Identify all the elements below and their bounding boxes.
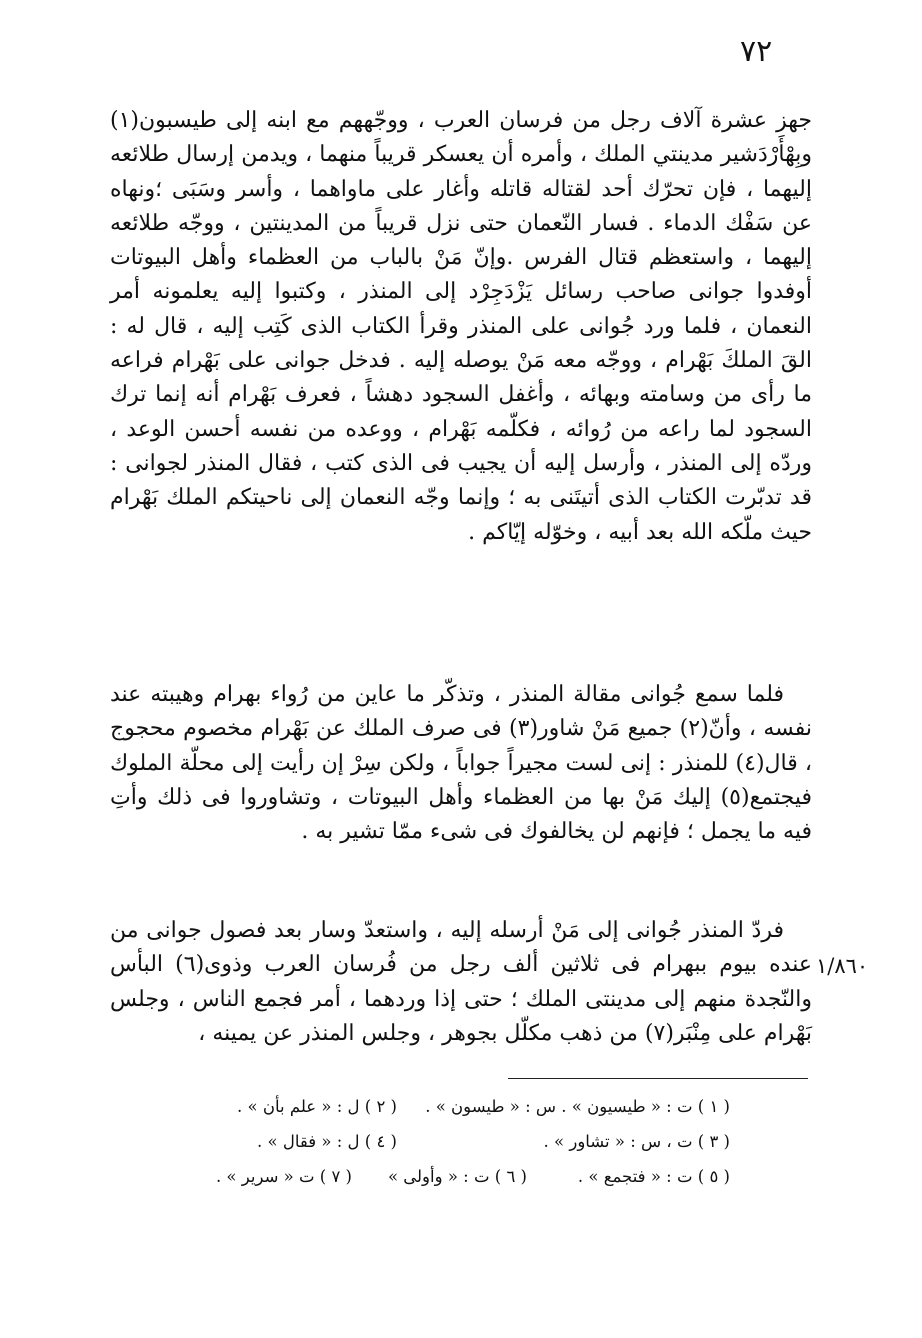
footnote-2: ( ٢ ) ل : « علم بأن » . bbox=[237, 1097, 397, 1116]
page-number: ٧٢ bbox=[740, 34, 773, 69]
paragraph-2: فلما سمع جُوانى مقالة المنذر ، وتذكّر ما عاين من رُواء بهرام وهيبته عند نفسه ، وأنّ(٢) جميع مَنْ شاور(٣) فى صرف الملك عن بَهْرام مخصوم محجوج ، قال(٤) للمنذر : إنى لست مجيراً جواباً ، ولكن سِرْ إن رأيت إلى محلّة الملوك فيجتمع(٥) إليك مَنْ بها من العظماء وأهل البيوتات ، وتشاوروا فى ذلك وأتِ فيه ما يجمل ؛ فإنهم لن يخالفوك فى شىء ممّا تشير به . bbox=[110, 682, 812, 845]
footnote-5: ( ٥ ) ت : « فتجمع » . bbox=[577, 1167, 730, 1186]
footnote-separator bbox=[508, 1078, 808, 1079]
footnote-6: ( ٦ ) ت : « وأولى » bbox=[387, 1167, 527, 1186]
margin-reference: ١/٨٦٠ bbox=[816, 954, 869, 978]
footnote-4: ( ٤ ) ل : « فقال » . bbox=[257, 1132, 397, 1151]
footnote-7: ( ٧ ) ت « سرير » . bbox=[215, 1167, 352, 1186]
footnote-1: ( ١ ) ت : « طيسيون » . س : « طيسون » . bbox=[425, 1097, 730, 1116]
paragraph-3: فردّ المنذر جُوانى إلى مَنْ أرسله إليه ، واستعدّ وسار بعد فصول جوانى من عنده بيوم ببهرام فى ثلاثين ألف رجل من فُرسان العرب وذوى(٦) البأس والنّجدة منهم إلى مدينتى الملك ؛ حتى إذا وردهما ، أمر فجمع الناس ، وجلس بَهْرام على مِنْبَر(٧) من ذهب مكلّل بجوهر ، وجلس المنذر عن يمينه ، bbox=[110, 918, 812, 1046]
footnote-3: ( ٣ ) ت ، س : « تشاور » . bbox=[543, 1132, 730, 1151]
paragraph-1: جهز عشرة آلاف رجل من فرسان العرب ، ووجّههم مع ابنه إلى طيسبون(١) وبِهْأَرْدَشير مدينتي الملك ، وأمره أن يعسكر قريباً منهما ، ويدمن إرسال طلائعه إليهما ، فإن تحرّك أحد لقتاله قاتله وأغار على ماواهما ، وأسر وسَبَى ؛ونهاه عن سَفْك الدماء . فسار النّعمان حتى نزل قريباً من المدينتين ، ووجّه طلائعه إليهما ، واستعظم قتال الفرس .وإنّ مَنْ بالباب من العظماء وأهل البيوتات أوفدوا جوانى صاحب رسائل يَزْدَجِرْد إلى المنذر ، وكتبوا إليه يعلمونه أمر النعمان ، فلما ورد جُوانى على المنذر وقرأ الكتاب الذى كَتِب إليه ، قال له : القَ الملكَ بَهْرام ، ووجّه معه مَنْ يوصله إليه . فدخل جوانى على بَهْرام فراعه ما رأى من وسامته وبهائه ، وأغفل السجود دهشاً ، فعرف بَهْرام أنه إنما ترك السجود لما راعه من رُوائه ، فكلّمه بَهْرام ، ووعده من نفسه أحسن الوعد ، وردّه إلى المنذر ، وأرسل إليه أن يجيب فى الذى كتب ، فقال المنذر لجوانى : قد تدبّرت الكتاب الذى أتيتَنى به ؛ وإنما وجّه النعمان إلى ناحيتكم الملك بَهْرام حيث ملّكه الله بعد أبيه ، وخوّله إيّاكم . bbox=[110, 108, 812, 545]
